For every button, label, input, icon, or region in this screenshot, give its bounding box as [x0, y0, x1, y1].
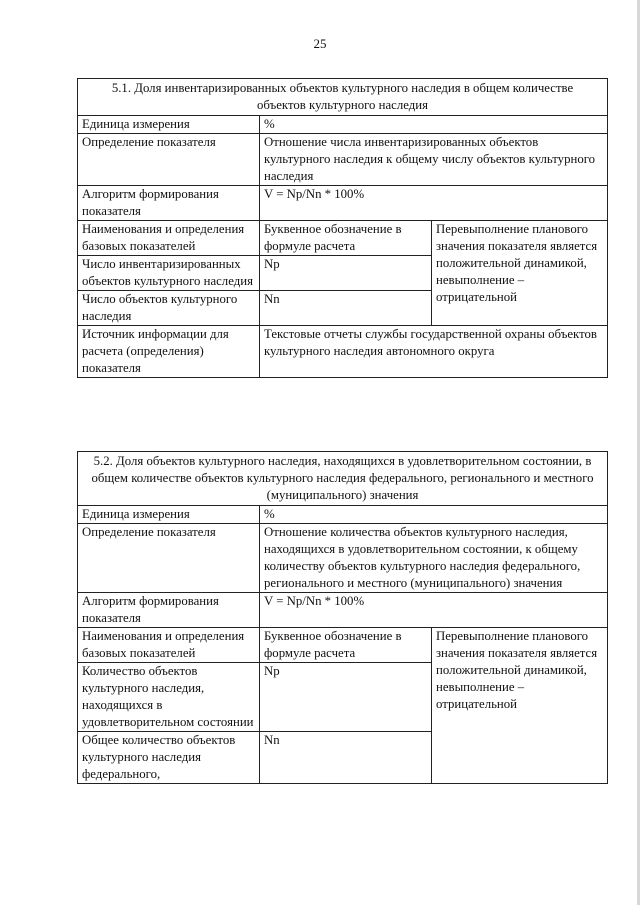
- indicator-table-5-2: [77, 451, 608, 784]
- unit-label: Единица измерения: [78, 116, 260, 134]
- table-heading-row: [78, 452, 608, 506]
- letter-header: Буквенное обозначение в формуле расчета: [260, 221, 432, 256]
- definition-label: Определение показателя: [78, 524, 260, 593]
- unit-row: [78, 116, 608, 134]
- page-number: 25: [313, 36, 327, 51]
- base-header: Наименования и определения базовых показателей: [78, 221, 260, 256]
- algorithm-label: Алгоритм формирования показателя: [78, 186, 260, 221]
- table-heading: 5.2. Доля объектов культурного наследия, находящихся в удовлетворительном состоянии, в общем количестве объектов культурного наследия федерального, регионального и местного (муниципального) значения: [78, 452, 608, 506]
- base-header-row: [78, 221, 608, 256]
- unit-row: [78, 506, 608, 524]
- letter-header: Буквенное обозначение в формуле расчета: [260, 628, 432, 663]
- dynamics-note: Перевыполнение планового значения показателя является положительной динамикой, невыполнение – отрицательной: [432, 221, 608, 326]
- base-name: Число объектов культурного наследия: [78, 291, 260, 326]
- algorithm-value: V = Np/Nn * 100%: [260, 593, 608, 628]
- table-heading: 5.1. Доля инвентаризированных объектов культурного наследия в общем количестве объектов культурного наследия: [78, 79, 608, 116]
- source-row: [78, 326, 608, 378]
- definition-value: Отношение количества объектов культурного наследия, находящихся в удовлетворительном состоянии, к общему количеству объектов культурного наследия федерального, регионального и местного (муниципального) значения: [260, 524, 608, 593]
- definition-row: [78, 134, 608, 186]
- definition-row: [78, 524, 608, 593]
- base-header: Наименования и определения базовых показателей: [78, 628, 260, 663]
- source-label: Источник информации для расчета (определения) показателя: [78, 326, 260, 378]
- definition-label: Определение показателя: [78, 134, 260, 186]
- base-symbol: Nn: [260, 291, 432, 326]
- unit-label: Единица измерения: [78, 506, 260, 524]
- algorithm-label: Алгоритм формирования показателя: [78, 593, 260, 628]
- base-symbol: Nn: [260, 732, 432, 784]
- indicator-table-5-1: [77, 78, 608, 378]
- definition-value: Отношение числа инвентаризированных объектов культурного наследия к общему числу объектов культурного наследия: [260, 134, 608, 186]
- algorithm-row: [78, 186, 608, 221]
- base-symbol: Np: [260, 256, 432, 291]
- source-value: Текстовые отчеты службы государственной охраны объектов культурного наследия автономного округа: [260, 326, 608, 378]
- unit-value: %: [260, 506, 608, 524]
- base-name: Число инвентаризированных объектов культурного наследия: [78, 256, 260, 291]
- base-name: Общее количество объектов культурного наследия федерального,: [78, 732, 260, 784]
- base-header-row: [78, 628, 608, 663]
- base-symbol: Np: [260, 663, 432, 732]
- dynamics-note: Перевыполнение планового значения показателя является положительной динамикой, невыполнение – отрицательной: [432, 628, 608, 784]
- base-name: Количество объектов культурного наследия, находящихся в удовлетворительном состоянии: [78, 663, 260, 732]
- unit-value: %: [260, 116, 608, 134]
- table-heading-row: [78, 79, 608, 116]
- algorithm-value: V = Np/Nn * 100%: [260, 186, 608, 221]
- algorithm-row: [78, 593, 608, 628]
